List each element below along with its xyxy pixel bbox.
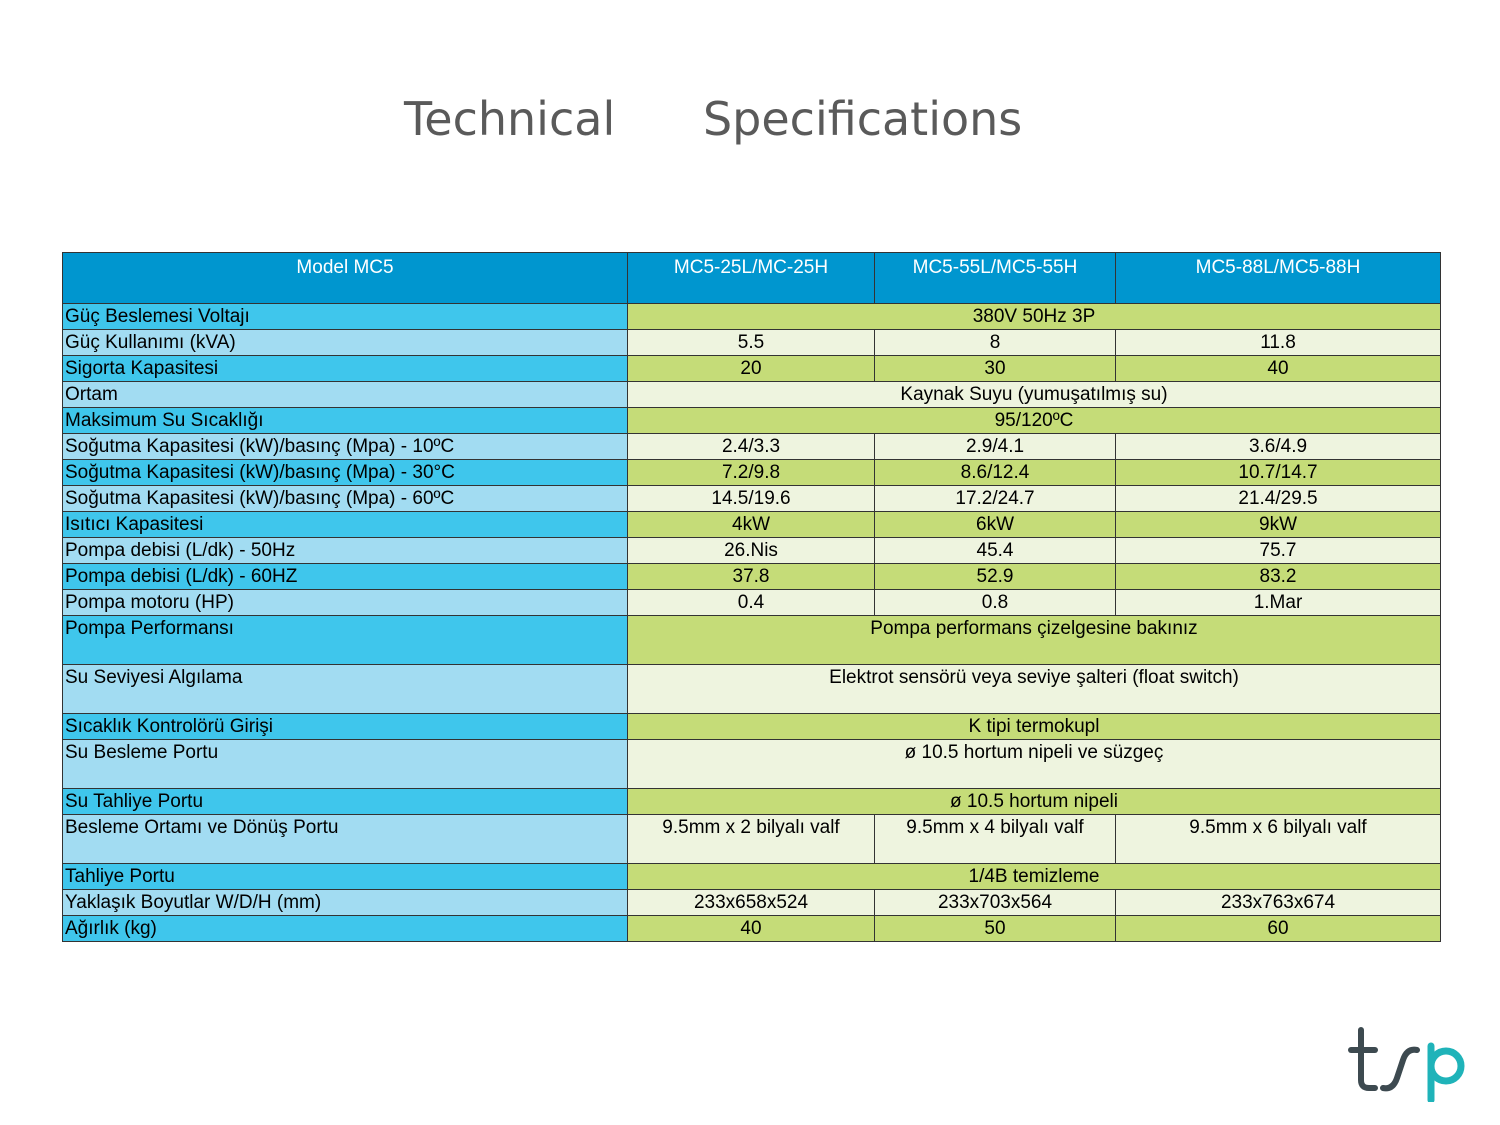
row-value: 1/4B temizleme [628, 864, 1441, 890]
row-label: Güç Beslemesi Voltajı [63, 304, 628, 330]
header-cell: MC5-88L/MC5-88H [1116, 253, 1441, 304]
row-value: ø 10.5 hortum nipeli [628, 789, 1441, 815]
row-value: 9.5mm x 4 bilyalı valf [875, 815, 1116, 864]
table-row [63, 864, 1441, 890]
row-label: Soğutma Kapasitesi (kW)/basınç (Mpa) - 10ºC [63, 434, 628, 460]
row-value: Kaynak Suyu (yumuşatılmış su) [628, 382, 1441, 408]
row-label: Ortam [63, 382, 628, 408]
row-value: 40 [628, 916, 875, 942]
table-row [63, 512, 1441, 538]
row-label: Ağırlık (kg) [63, 916, 628, 942]
row-value: Elektrot sensörü veya seviye şalteri (float switch) [628, 665, 1441, 714]
row-label: Su Tahliye Portu [63, 789, 628, 815]
table-row [63, 564, 1441, 590]
table-row [63, 740, 1441, 789]
row-value: 9.5mm x 6 bilyalı valf [1116, 815, 1441, 864]
row-label: Soğutma Kapasitesi (kW)/basınç (Mpa) - 60ºC [63, 486, 628, 512]
row-value: 6kW [875, 512, 1116, 538]
table-row [63, 460, 1441, 486]
row-value: 17.2/24.7 [875, 486, 1116, 512]
row-value: 26.Nis [628, 538, 875, 564]
row-value: 10.7/14.7 [1116, 460, 1441, 486]
row-value: 380V 50Hz 3P [628, 304, 1441, 330]
row-value: 9kW [1116, 512, 1441, 538]
row-value: 83.2 [1116, 564, 1441, 590]
row-label: Pompa debisi (L/dk) - 50Hz [63, 538, 628, 564]
row-value: 21.4/29.5 [1116, 486, 1441, 512]
row-label: Soğutma Kapasitesi (kW)/basınç (Mpa) - 30°C [63, 460, 628, 486]
table-row [63, 304, 1441, 330]
row-value: 2.4/3.3 [628, 434, 875, 460]
row-value: 5.5 [628, 330, 875, 356]
row-value: 95/120ºC [628, 408, 1441, 434]
table-row [63, 356, 1441, 382]
table-row [63, 714, 1441, 740]
row-value: 233x658x524 [628, 890, 875, 916]
table-row [63, 890, 1441, 916]
row-value: 1.Mar [1116, 590, 1441, 616]
row-value: 52.9 [875, 564, 1116, 590]
row-value: 40 [1116, 356, 1441, 382]
spec-table-body [63, 304, 1441, 942]
row-value: Pompa performans çizelgesine bakınız [628, 616, 1441, 665]
row-label: Güç Kullanımı (kVA) [63, 330, 628, 356]
row-label: Maksimum Su Sıcaklığı [63, 408, 628, 434]
table-row [63, 382, 1441, 408]
row-value: 4kW [628, 512, 875, 538]
row-label: Isıtıcı Kapasitesi [63, 512, 628, 538]
table-row [63, 590, 1441, 616]
row-label: Su Besleme Portu [63, 740, 628, 789]
row-value: 8.6/12.4 [875, 460, 1116, 486]
row-value: ø 10.5 hortum nipeli ve süzgeç [628, 740, 1441, 789]
row-label: Besleme Ortamı ve Dönüş Portu [63, 815, 628, 864]
row-value: 7.2/9.8 [628, 460, 875, 486]
row-label: Yaklaşık Boyutlar W/D/H (mm) [63, 890, 628, 916]
page-title: Technical Specifications [404, 92, 1023, 146]
row-label: Pompa Performansı [63, 616, 628, 665]
header-cell: MC5-25L/MC-25H [628, 253, 875, 304]
row-label: Pompa motoru (HP) [63, 590, 628, 616]
row-value: 37.8 [628, 564, 875, 590]
row-label: Pompa debisi (L/dk) - 60HZ [63, 564, 628, 590]
table-row [63, 815, 1441, 864]
row-value: 9.5mm x 2 bilyalı valf [628, 815, 875, 864]
row-value: 0.8 [875, 590, 1116, 616]
table-row [63, 665, 1441, 714]
row-value: 30 [875, 356, 1116, 382]
row-value: 20 [628, 356, 875, 382]
row-value: K tipi termokupl [628, 714, 1441, 740]
row-value: 3.6/4.9 [1116, 434, 1441, 460]
table-row [63, 408, 1441, 434]
row-label: Su Seviyesi Algılama [63, 665, 628, 714]
header-row [63, 253, 1441, 304]
row-value: 0.4 [628, 590, 875, 616]
row-value: 8 [875, 330, 1116, 356]
row-value: 2.9/4.1 [875, 434, 1116, 460]
table-row [63, 916, 1441, 942]
row-value: 11.8 [1116, 330, 1441, 356]
table-row [63, 789, 1441, 815]
tsp-logo [1345, 1022, 1470, 1102]
row-value: 233x763x674 [1116, 890, 1441, 916]
table-row [63, 330, 1441, 356]
row-value: 14.5/19.6 [628, 486, 875, 512]
table-row [63, 538, 1441, 564]
row-label: Tahliye Portu [63, 864, 628, 890]
row-value: 233x703x564 [875, 890, 1116, 916]
spec-table [62, 252, 1441, 942]
header-cell: MC5-55L/MC5-55H [875, 253, 1116, 304]
table-row [63, 486, 1441, 512]
table-row [63, 616, 1441, 665]
header-cell: Model MC5 [63, 253, 628, 304]
row-label: Sıcaklık Kontrolörü Girişi [63, 714, 628, 740]
row-value: 50 [875, 916, 1116, 942]
row-value: 60 [1116, 916, 1441, 942]
row-label: Sigorta Kapasitesi [63, 356, 628, 382]
table-row [63, 434, 1441, 460]
row-value: 45.4 [875, 538, 1116, 564]
row-value: 75.7 [1116, 538, 1441, 564]
